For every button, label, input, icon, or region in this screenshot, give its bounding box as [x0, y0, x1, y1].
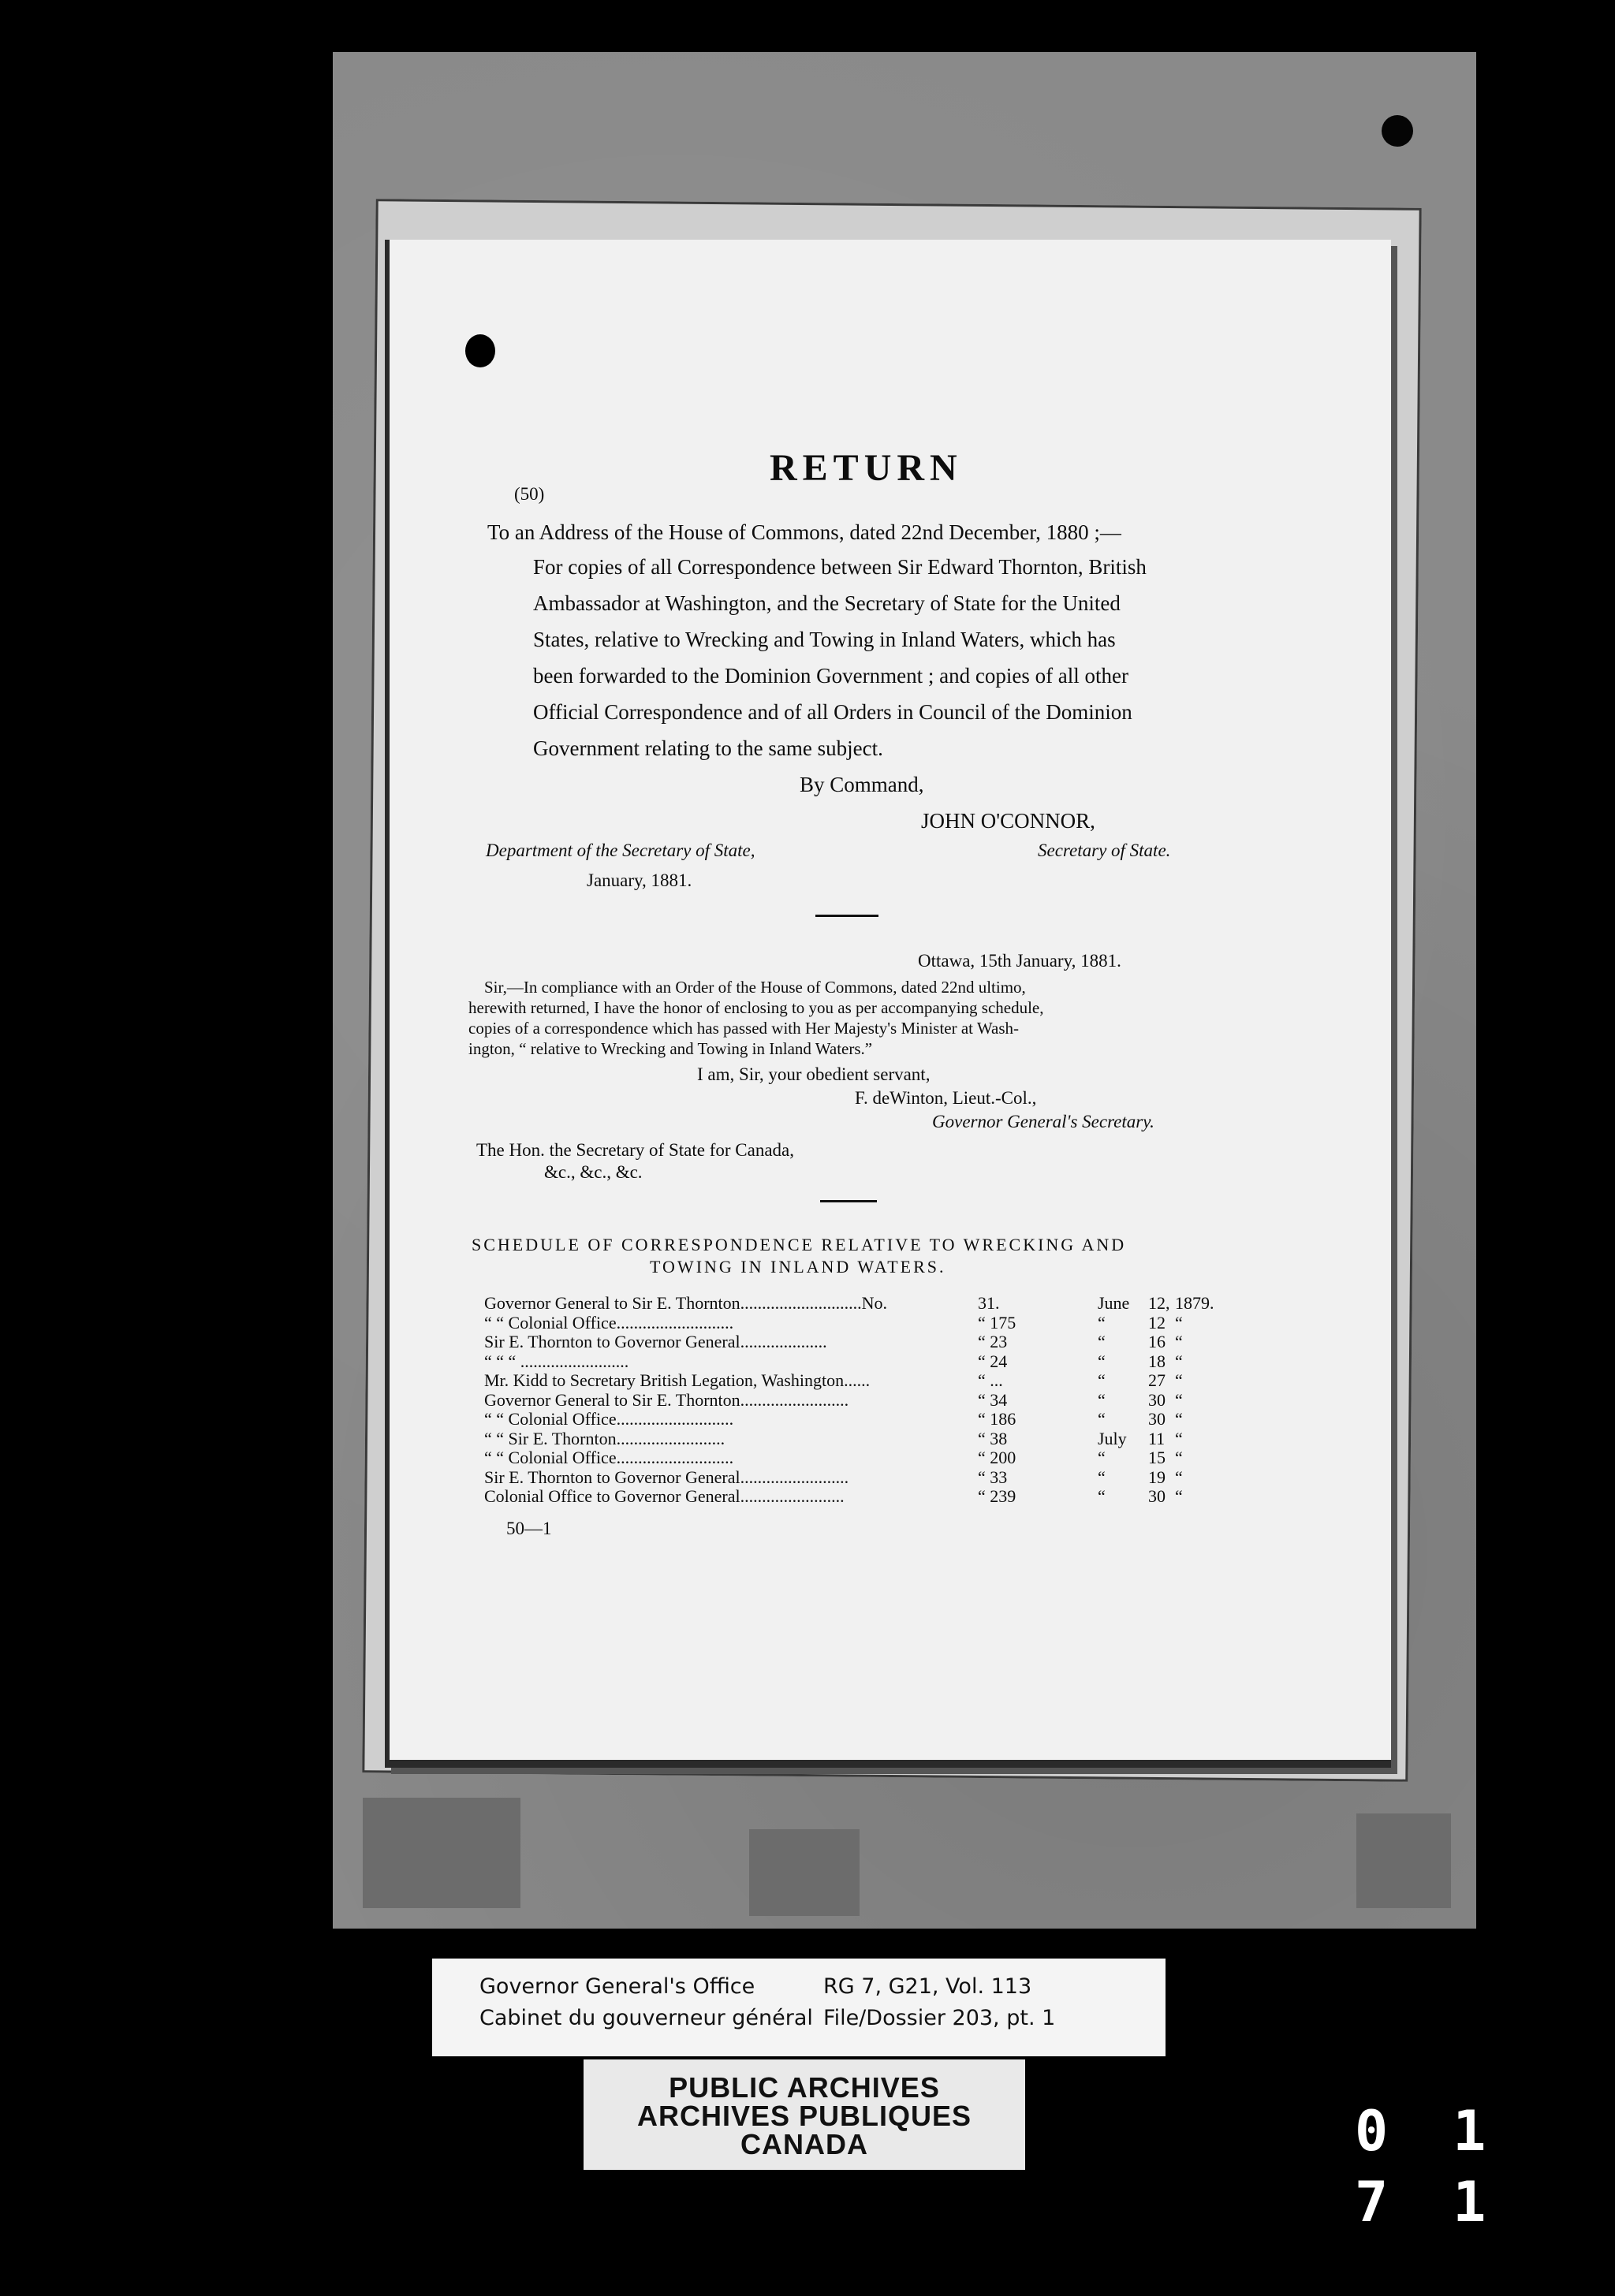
backing-tab-center — [749, 1829, 860, 1916]
schedule-day: 16 — [1148, 1332, 1166, 1351]
schedule-description: Governor General to Sir E. Thornton......................... — [484, 1389, 849, 1410]
schedule-row — [484, 1429, 1194, 1448]
schedule-month: “ — [1098, 1448, 1106, 1467]
address-line: Government relating to the same subject. — [533, 736, 883, 760]
schedule-heading-cont: TOWING IN INLAND WATERS. — [650, 1257, 946, 1277]
schedule-month: July — [1098, 1428, 1127, 1448]
section-divider — [820, 1200, 877, 1202]
schedule-month: “ — [1098, 1370, 1106, 1390]
letter-body-line: ington, “ relative to Wrecking and Towing in Inland Waters.” — [468, 1039, 873, 1058]
schedule-row — [484, 1448, 1194, 1467]
schedule-day: 30 — [1148, 1409, 1166, 1429]
letter-closing: I am, Sir, your obedient servant, — [697, 1064, 931, 1084]
stamp-line: ARCHIVES PUBLIQUES — [636, 2100, 972, 2132]
schedule-month: “ — [1098, 1389, 1106, 1410]
schedule-month: June — [1098, 1293, 1130, 1313]
signatory-title: Secretary of State. — [1038, 840, 1171, 860]
schedule-year: “ — [1175, 1486, 1183, 1506]
schedule-year: “ — [1175, 1351, 1183, 1371]
letter-addressee: The Hon. the Secretary of State for Canada, — [476, 1140, 794, 1160]
schedule-year: “ — [1175, 1467, 1183, 1487]
schedule-month: “ — [1098, 1351, 1106, 1371]
schedule-year: 1879. — [1175, 1293, 1214, 1313]
schedule-month: “ — [1098, 1312, 1106, 1332]
schedule-month: “ — [1098, 1486, 1106, 1506]
punch-hole — [1382, 115, 1413, 147]
schedule-description: Governor General to Sir E. Thornton............................No. — [484, 1293, 888, 1313]
schedule-row — [484, 1351, 1194, 1371]
schedule-day: 27 — [1148, 1370, 1166, 1390]
letter-body-line: copies of a correspondence which has passed with Her Majesty's Minister at Wash- — [468, 1019, 1020, 1038]
schedule-number: “ 200 — [978, 1448, 1016, 1467]
archives-stamp — [584, 2059, 1025, 2170]
schedule-number: “ ... — [978, 1370, 1003, 1390]
letter-body-line: herewith returned, I have the honor of enclosing to you as per accompanying schedule, — [468, 998, 1044, 1017]
backing-tab-left — [363, 1798, 520, 1908]
by-command: By Command, — [800, 773, 924, 796]
schedule-description: “ “ Sir E. Thornton......................... — [484, 1428, 725, 1448]
schedule-number: “ 34 — [978, 1389, 1008, 1410]
schedule-year: “ — [1175, 1312, 1183, 1332]
schedule-month: “ — [1098, 1409, 1106, 1429]
punch-hole — [465, 334, 495, 367]
schedule-day: 30 — [1148, 1389, 1166, 1410]
schedule-description: Sir E. Thornton to Governor General......................... — [484, 1467, 849, 1487]
schedule-number: “ 38 — [978, 1428, 1008, 1448]
schedule-number: 31. — [978, 1293, 1000, 1313]
schedule-day: 15 — [1148, 1448, 1166, 1467]
schedule-number: “ 23 — [978, 1332, 1008, 1351]
schedule-month: “ — [1098, 1332, 1106, 1351]
department-date: January, 1881. — [587, 870, 692, 890]
stamp-line: PUBLIC ARCHIVES — [669, 2071, 940, 2104]
address-line: Official Correspondence and of all Orders in Council of the Dominion — [533, 700, 1132, 724]
address-line: been forwarded to the Dominion Government ; and copies of all other — [533, 664, 1129, 688]
backing-tab-right — [1356, 1813, 1451, 1908]
schedule-year: “ — [1175, 1448, 1183, 1467]
document-page — [385, 240, 1391, 1768]
address-line: Ambassador at Washington, and the Secretary of State for the United — [533, 591, 1121, 615]
schedule-row — [484, 1313, 1194, 1332]
document-number: (50) — [514, 484, 545, 504]
stamp-line: CANADA — [740, 2128, 868, 2160]
schedule-year: “ — [1175, 1409, 1183, 1429]
letter-place-date: Ottawa, 15th January, 1881. — [918, 951, 1121, 971]
letter-addressee-etc: &c., &c., &c. — [544, 1162, 643, 1182]
schedule-number: “ 239 — [978, 1486, 1016, 1506]
frame-number: 0 1 7 1 — [1355, 2096, 1528, 2167]
schedule-row — [484, 1409, 1194, 1429]
schedule-description: “ “ Colonial Office........................... — [484, 1312, 734, 1332]
schedule-description: “ “ Colonial Office........................... — [484, 1448, 734, 1467]
schedule-row — [484, 1332, 1194, 1351]
schedule-day: 18 — [1148, 1351, 1166, 1371]
schedule-number: “ 175 — [978, 1312, 1016, 1332]
schedule-number: “ 186 — [978, 1409, 1016, 1429]
page-mark: 50—1 — [506, 1519, 552, 1538]
schedule-day: 19 — [1148, 1467, 1166, 1487]
letter-body-line: Sir,—In compliance with an Order of the House of Commons, dated 22nd ultimo, — [484, 978, 1026, 997]
schedule-row — [484, 1390, 1194, 1410]
schedule-row — [484, 1486, 1194, 1506]
schedule-row — [484, 1293, 1214, 1313]
address-line: For copies of all Correspondence between Sir Edward Thornton, British — [533, 555, 1147, 579]
archive-reference: RG 7, G21, Vol. 113 — [823, 1974, 1032, 1999]
schedule-description: Mr. Kidd to Secretary British Legation, Washington...... — [484, 1370, 871, 1390]
department: Department of the Secretary of State, — [486, 840, 755, 860]
office-name-fr: Cabinet du gouverneur général — [479, 2006, 813, 2030]
address-line: States, relative to Wrecking and Towing in Inland Waters, which has — [533, 628, 1116, 651]
schedule-row — [484, 1467, 1194, 1487]
archive-label — [432, 1959, 1166, 2056]
schedule-month: “ — [1098, 1467, 1106, 1487]
schedule-year: “ — [1175, 1370, 1183, 1390]
schedule-description: “ “ “ ......................... — [484, 1351, 629, 1371]
schedule-day: 11 — [1148, 1428, 1166, 1448]
address-line: To an Address of the House of Commons, dated 22nd December, 1880 ;— — [487, 520, 1121, 544]
schedule-year: “ — [1175, 1332, 1183, 1351]
section-divider — [815, 915, 878, 917]
schedule-description: “ “ Colonial Office........................... — [484, 1409, 734, 1429]
letter-signer: F. deWinton, Lieut.-Col., — [855, 1088, 1037, 1108]
schedule-number: “ 33 — [978, 1467, 1008, 1487]
schedule-heading: SCHEDULE OF CORRESPONDENCE RELATIVE TO WRECKING AND — [472, 1235, 1127, 1254]
schedule-year: “ — [1175, 1428, 1183, 1448]
schedule-day: 12, — [1148, 1293, 1170, 1313]
schedule-description: Colonial Office to Governor General........................ — [484, 1486, 845, 1506]
schedule-description: Sir E. Thornton to Governor General.................... — [484, 1332, 827, 1351]
document-title: RETURN — [770, 447, 963, 489]
letter-signer-title: Governor General's Secretary. — [932, 1112, 1154, 1131]
office-name-en: Governor General's Office — [479, 1974, 755, 1999]
signatory-name: JOHN O'CONNOR, — [921, 809, 1095, 833]
schedule-row — [484, 1370, 1194, 1390]
schedule-day: 12 — [1148, 1312, 1166, 1332]
schedule-day: 30 — [1148, 1486, 1166, 1506]
schedule-number: “ 24 — [978, 1351, 1008, 1371]
archive-file: File/Dossier 203, pt. 1 — [823, 2006, 1056, 2030]
schedule-year: “ — [1175, 1389, 1183, 1410]
